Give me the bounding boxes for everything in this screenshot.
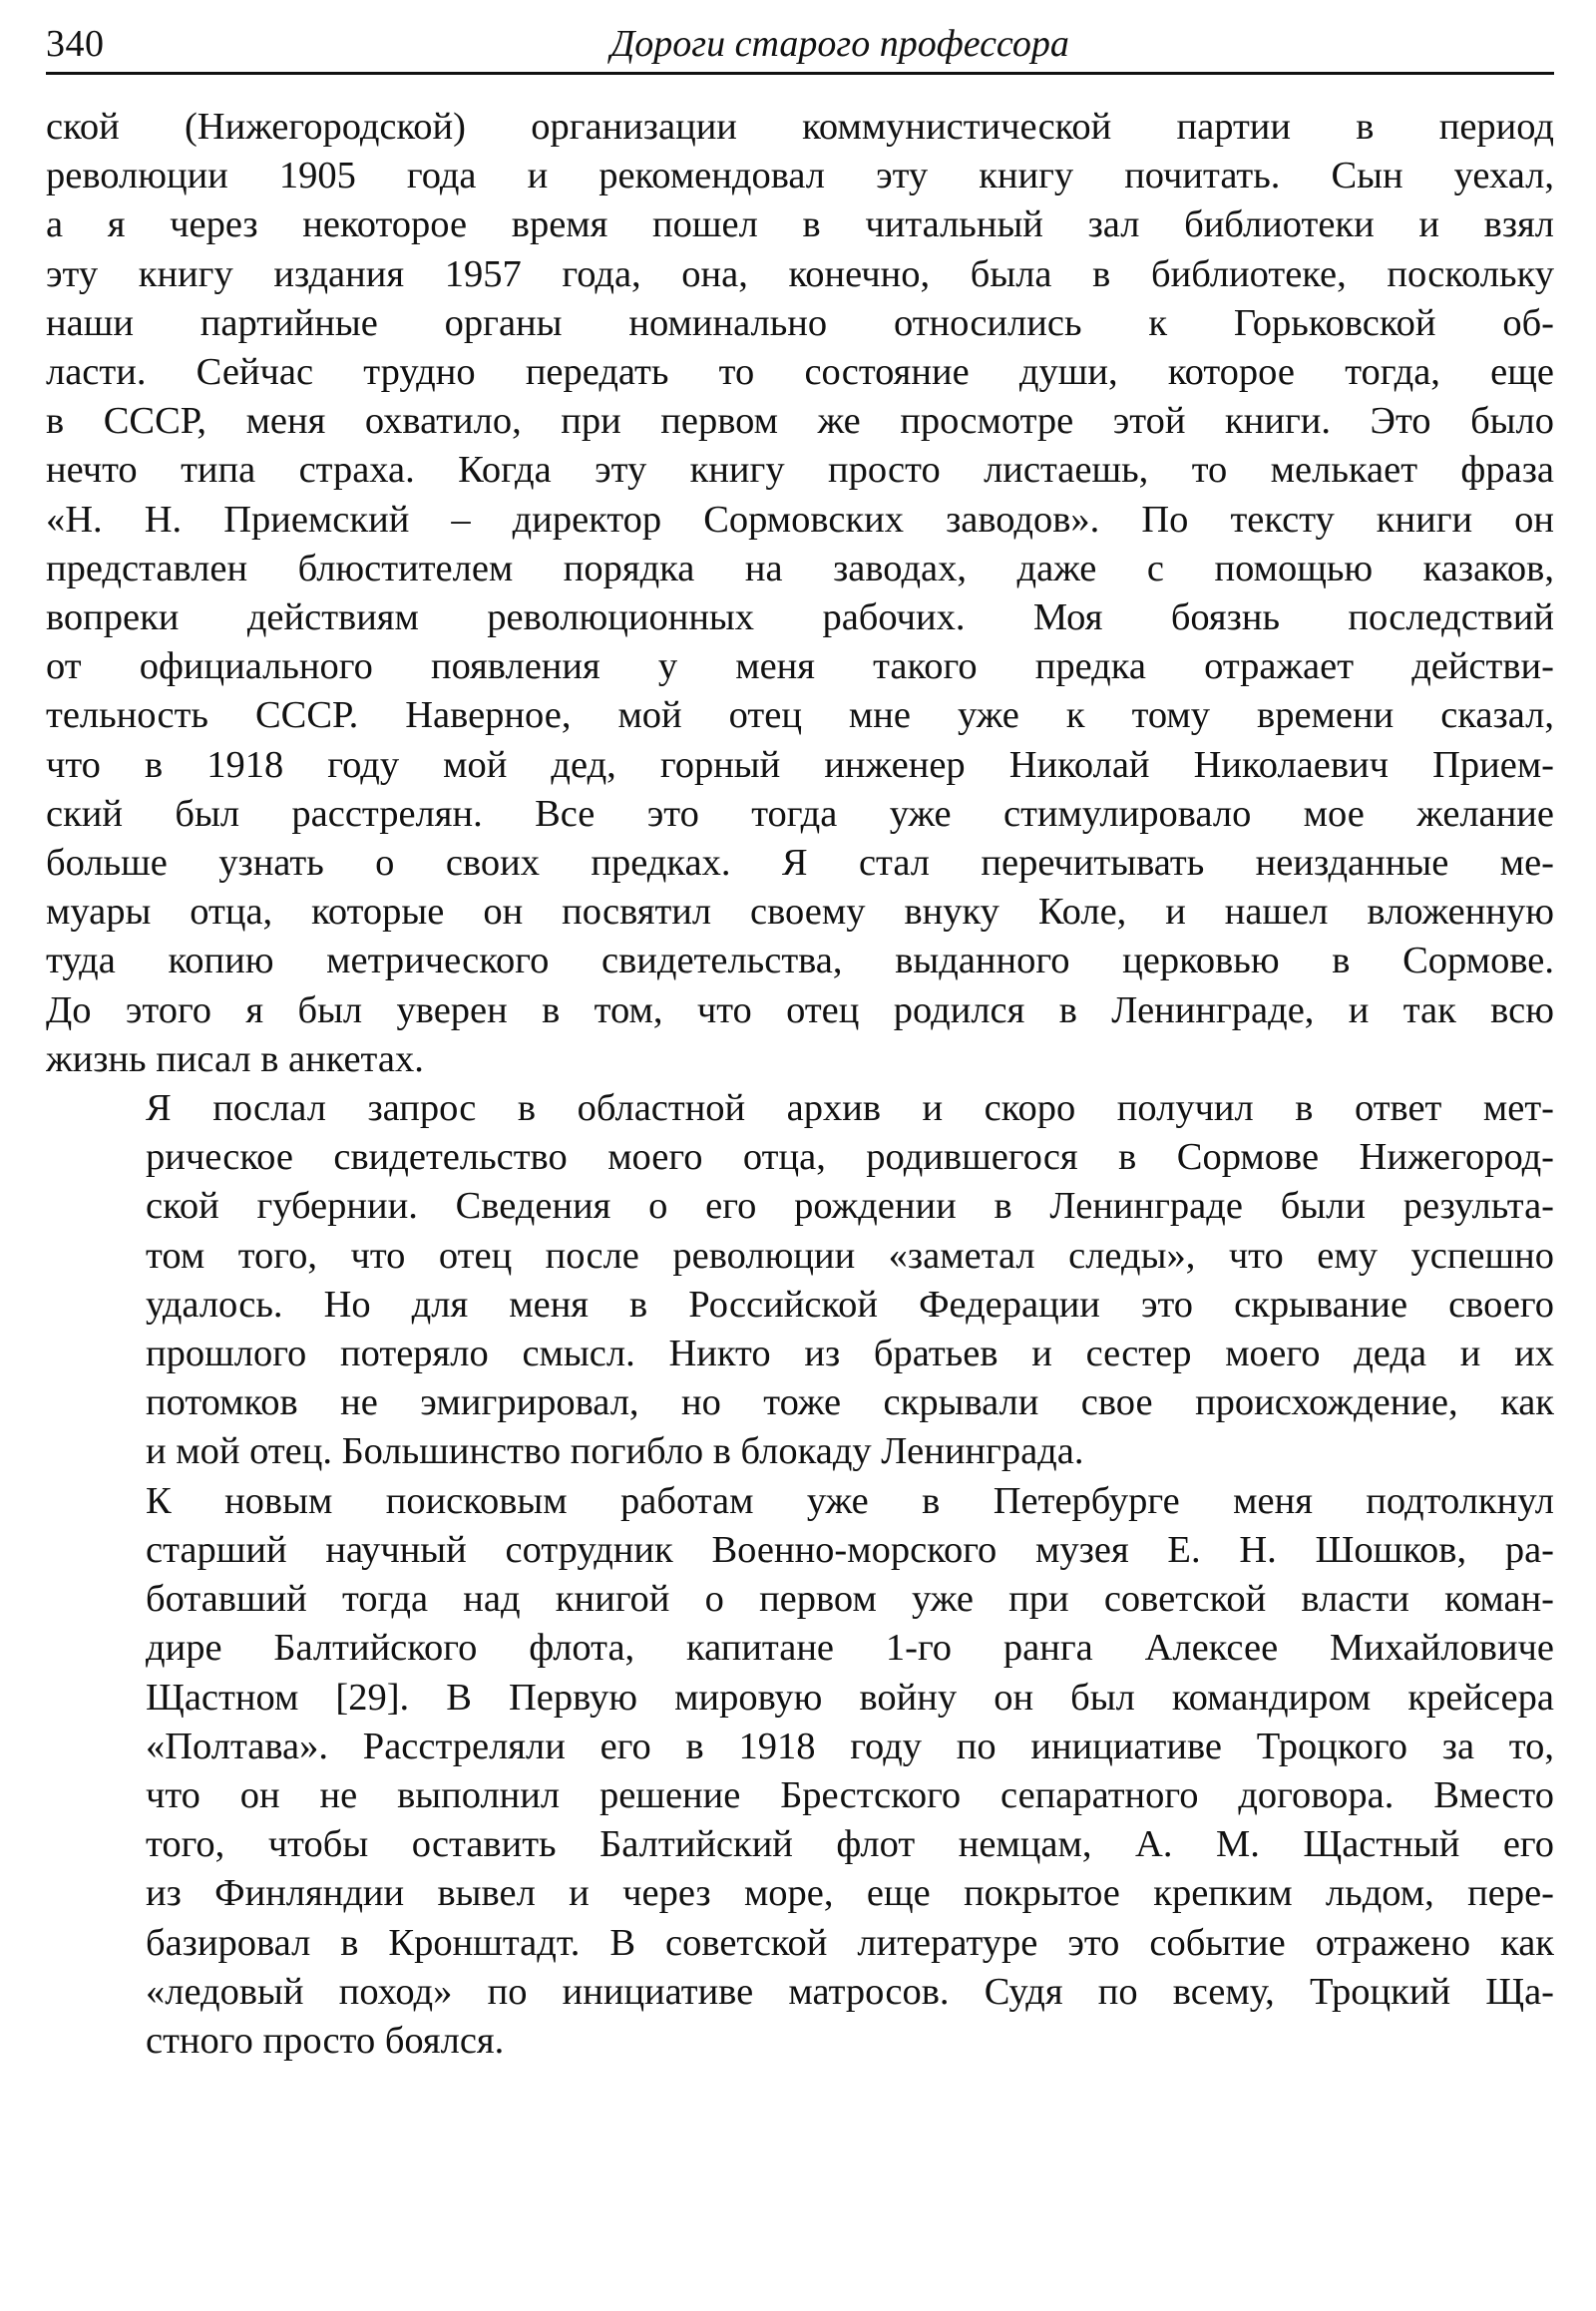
- text-line: ботавший тогда над книгой о первом уже при советской власти коман-: [146, 1578, 1554, 1621]
- running-header: [46, 18, 1554, 75]
- text-line: «Полтава». Расстреляли его в 1918 году по инициативе Троцкого за то,: [146, 1725, 1554, 1767]
- text-line: представлен блюстителем порядка на заводах, даже с помощью казаков,: [46, 547, 1554, 589]
- text-line: «ледовый поход» по инициативе матросов. Судя по всему, Троцкий Ща-: [146, 1970, 1554, 2013]
- text-line: удалось. Но для меня в Российской Федерации это скрывание своего: [146, 1283, 1554, 1326]
- paragraph: [46, 1477, 1554, 2066]
- paragraph: [46, 1084, 1554, 1477]
- text-line: тельность СССР. Наверное, мой отец мне уже к тому времени сказал,: [46, 694, 1554, 737]
- text-line: том того, что отец после революции «заметал следы», что ему успешно: [146, 1234, 1554, 1277]
- text-line: муары отца, которые он посвятил своему внуку Коле, и нашел вложенную: [46, 891, 1554, 934]
- text-line: жизнь писал в анкетах.: [46, 1037, 424, 1080]
- text-line: рическое свидетельство моего отца, родившегося в Сормове Нижегород-: [146, 1136, 1554, 1179]
- running-title: Дороги старого профессора: [610, 23, 1069, 65]
- text-line: «Н. Н. Приемский – директор Сормовских заводов». По тексту книги он: [46, 498, 1554, 541]
- text-line: наши партийные органы номинально относились к Горьковской об-: [46, 301, 1554, 344]
- text-line: ской (Нижегородской) организации коммунистической партии в период: [46, 106, 1554, 148]
- text-line: в СССР, меня охватило, при первом же просмотре этой книги. Это было: [46, 400, 1554, 443]
- paragraph: [46, 103, 1554, 1084]
- text-line: что он не выполнил решение Брестского сепаратного договора. Вместо: [146, 1773, 1554, 1816]
- text-line: туда копию метрического свидетельства, выданного церковью в Сормове.: [46, 940, 1554, 982]
- text-line: Щастном [29]. В Первую мировую войну он был командиром крейсера: [146, 1676, 1554, 1719]
- text-line: и мой отец. Большинство погибло в блокаду Ленинграда.: [146, 1430, 1084, 1473]
- text-line: До этого я был уверен в том, что отец родился в Ленинграде, и так всю: [46, 988, 1554, 1031]
- text-line: больше узнать о своих предках. Я стал перечитывать неизданные ме-: [46, 842, 1554, 885]
- text-line: а я через некоторое время пошел в читальный зал библиотеки и взял: [46, 203, 1554, 246]
- text-line: от официального появления у меня такого предка отражает действи-: [46, 645, 1554, 688]
- text-line: стного просто боялся.: [146, 2019, 505, 2062]
- text-line: базировал в Кронштадт. В советской литературе это событие отражено как: [146, 1921, 1554, 1964]
- text-line: нечто типа страха. Когда эту книгу просто листаешь, то мелькает фраза: [46, 449, 1554, 492]
- text-line: эту книгу издания 1957 года, она, конечно, была в библиотеке, поскольку: [46, 252, 1554, 295]
- text-line: Я послал запрос в областной архив и скоро получил в ответ мет-: [146, 1087, 1554, 1130]
- text-line: из Финляндии вывел и через море, еще покрытое крепким льдом, пере-: [146, 1872, 1554, 1915]
- text-line: того, чтобы оставить Балтийский флот немцам, А. М. Щастный его: [146, 1823, 1554, 1866]
- text-line: что в 1918 году мой дед, горный инженер Николай Николаевич Прием-: [46, 743, 1554, 786]
- text-line: дире Балтийского флота, капитане 1-го ранга Алексее Михайловиче: [146, 1627, 1554, 1670]
- text-line: прошлого потеряло смысл. Никто из братьев и сестер моего деда и их: [146, 1333, 1554, 1375]
- body-text: [46, 103, 1554, 2066]
- text-line: ский был расстрелян. Все это тогда уже стимулировало мое желание: [46, 792, 1554, 835]
- text-line: потомков не эмигрировал, но тоже скрывали свое происхождение, как: [146, 1381, 1554, 1424]
- text-line: революции 1905 года и рекомендовал эту книгу почитать. Сын уехал,: [46, 155, 1554, 197]
- text-line: старший научный сотрудник Военно-морского музея Е. Н. Шошков, ра-: [146, 1528, 1554, 1571]
- text-line: ской губернии. Сведения о его рождении в Ленинграде были результа-: [146, 1185, 1554, 1228]
- text-line: ласти. Сейчас трудно передать то состояние души, которое тогда, еще: [46, 351, 1554, 394]
- text-line: К новым поисковым работам уже в Петербурге меня подтолкнул: [146, 1479, 1554, 1522]
- text-line: вопреки действиям революционных рабочих. Моя боязнь последствий: [46, 596, 1554, 639]
- page-number: 340: [46, 23, 105, 65]
- book-page: [46, 18, 1554, 2292]
